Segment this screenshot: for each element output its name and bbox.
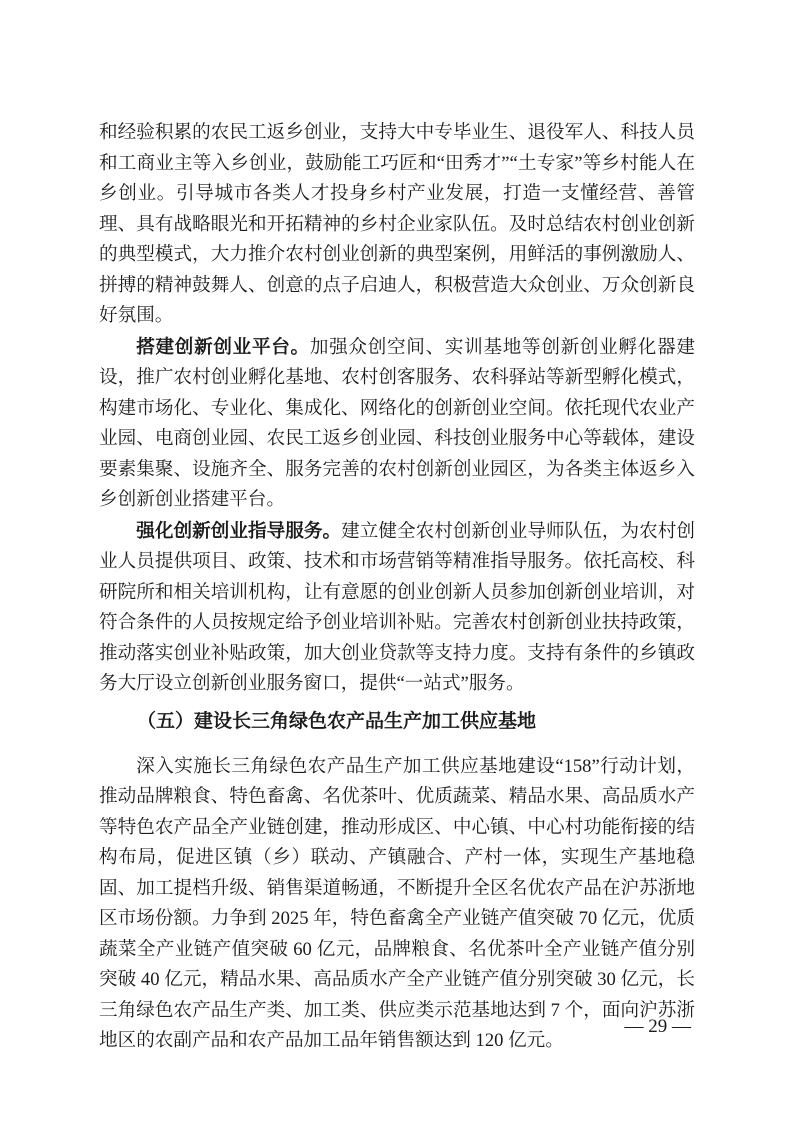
paragraph-lead-bold: 强化创新创业指导服务。 [136, 519, 342, 541]
paragraph-text: 建立健全农村创新创业导师队伍，为农村创业人员提供项目、政策、技术和市场营销等精准指导服务。依托高校、科研院所和相关培训机构，让有意愿的创业创新人员参加创新创业培训，对符合条件的人员按规定给予创业培训补贴。完善农村创新创业扶持政策，推动落实创业补贴政策，加大创业贷款等支持力度。支持有条件的乡镇政务大厅设立创新创业服务窗口，提供“一站式”服务。 [99, 520, 695, 694]
paragraph-guidance-service [99, 516, 695, 700]
document-body [99, 118, 695, 1057]
paragraph-supply-base: 深入实施长三角绿色农产品生产加工供应基地建设“158”行动计划，推动品牌粮食、特色畜禽、名优茶叶、优质蔬菜、精品水果、高品质水产等特色农产品全产业链创建，推动形成区、中心镇、中心村功能衔接的结构布局，促进区镇（乡）联动、产镇融合、产村一体，实现生产基地稳固、加工提档升级、销售渠道畅通，不断提升全区名优农产品在沪苏浙地区市场份额。力争到 2025 年，特色畜禽全产业链产值突破 70 亿元，优质蔬菜全产业链产值突破 60 亿元，品牌粮食、名优茶叶全产业链产值分别突破 40 亿元，精品水果、高品质水产全产业链产值分别突破 30 亿元，长三角绿色农产品生产类、加工类、供应类示范基地达到 7 个，面向沪苏浙地区的农副产品和农产品加工品年销售额达到 120 亿元。 [99, 755, 695, 1051]
paragraph-innovation-platform [99, 332, 695, 516]
section-heading-five: （五）建设长三角绿色农产品生产加工供应基地 [137, 710, 537, 732]
paragraph-continuation: 和经验积累的农民工返乡创业，支持大中专毕业生、退役军人、科技人员和工商业主等入乡创业，鼓励能工巧匠和“田秀才”“土专家”等乡村能人在乡创业。引导城市各类人才投身乡村产业发展，打造一支懂经营、善管理、具有战略眼光和开拓精神的乡村企业家队伍。及时总结农村创业创新的典型模式，大力推介农村创业创新的典型案例，用鲜活的事例激励人、拼搏的精神鼓舞人、创意的点子启迪人，积极营造大众创业、万众创新良好氛围。 [99, 122, 695, 326]
paragraph-text: 加强众创空间、实训基地等创新创业孵化器建设，推广农村创业孵化基地、农村创客服务、农科驿站等新型孵化模式，构建市场化、专业化、集成化、网络化的创新创业空间。依托现代农业产业园、电商创业园、农民工返乡创业园、科技创业服务中心等载体，建设要素集聚、设施齐全、服务完善的农村创新创业园区，为各类主体返乡入乡创新创业搭建平台。 [99, 336, 695, 510]
paragraph-lead-bold: 搭建创新创业平台。 [136, 335, 310, 357]
page-number: — 29 — [624, 1016, 691, 1037]
